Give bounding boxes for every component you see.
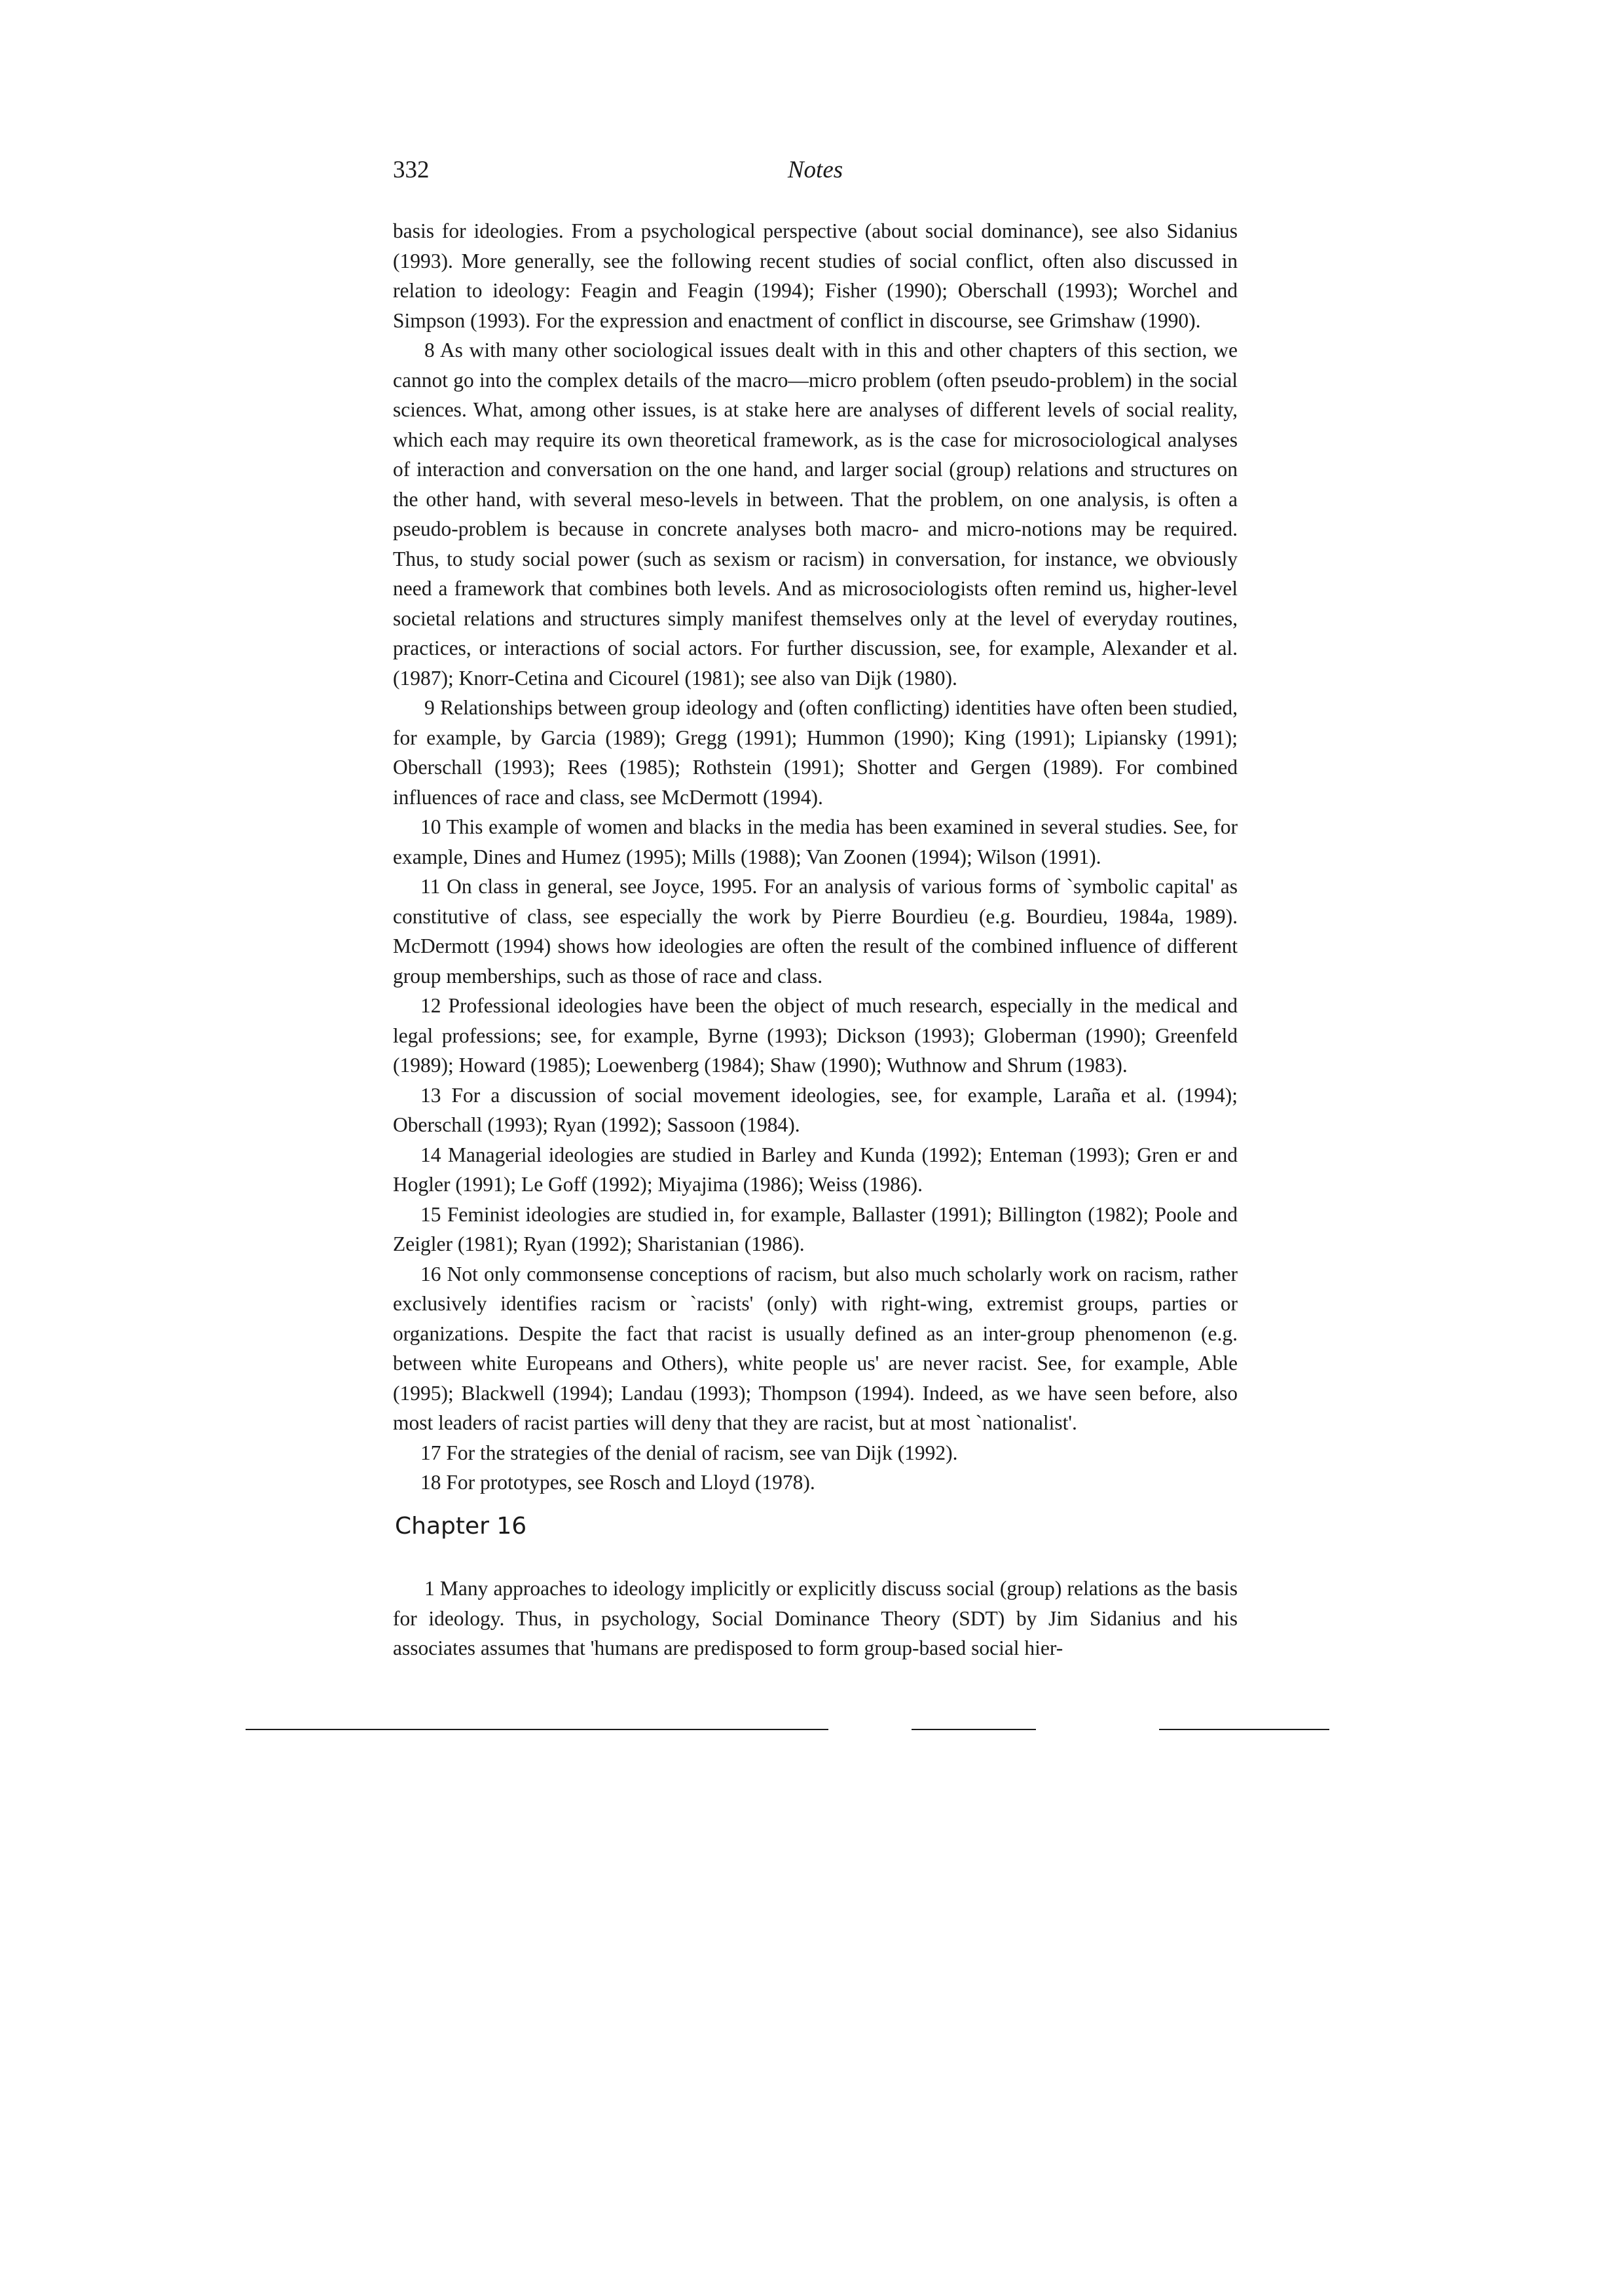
note-13: 13 For a discussion of social movement ideologies, see, for example, Laraña et al. (1994); Oberschall (1993); Ryan (1992); Sassoon (1984). bbox=[393, 1083, 1238, 1136]
note-12: 12 Professional ideologies have been the object of much research, especially in the medical and legal professions; see, for example, Byrne (1993); Dickson (1993); Globerman (1990); Greenfeld (1989); Howard (1985); Loewenberg (1984); Shaw (1990); Wuthnow and Shrum (1983). bbox=[393, 994, 1238, 1077]
note-16: 16 Not only commonsense conceptions of racism, but also much scholarly work on racism, rather exclusively identifies racism or `racists' (only) with right-wing, extremist groups, parties or organizations. Despite the fact that racist is usually defined as an inter-group phenomenon (e.g. between white Europeans and Others), white people us' are never racist. See, for example, Able (1995); Blackwell (1994); Landau (1993); Thompson (1994). Indeed, as we have seen before, also most leaders of racist parties will deny that they are racist, but at most `nationalist'. bbox=[393, 1262, 1238, 1434]
notes-section bbox=[393, 216, 1238, 1498]
footer-rule-left bbox=[246, 1729, 828, 1730]
note-17: 17 For the strategies of the denial of racism, see van Dijk (1992). bbox=[420, 1441, 958, 1464]
note-9: 9 Relationships between group ideology and (often conflicting) identities have often been studied, for example, by Garcia (1989); Gregg (1991); Hummon (1990); King (1991); Lipiansky (1991); Oberschall (1993); Rees (1985); Rothstein (1991); Shotter and Gergen (1989). For combined influences of race and class, see McDermott (1994). bbox=[393, 696, 1238, 809]
page-number: 332 bbox=[393, 157, 430, 183]
chapter-heading: Chapter 16 bbox=[395, 1513, 527, 1540]
note-10: 10 This example of women and blacks in the media has been examined in several studies. See, for example, Dines and Humez (1995); Mills (1988); Van Zoonen (1994); Wilson (1991). bbox=[393, 815, 1238, 868]
chapter-note-1: 1 Many approaches to ideology implicitly or explicitly discuss social (group) relations as the basis for ideology. Thus, in psychology, Social Dominance Theory (SDT) by Jim Sidanius and his associates assumes that 'humans are predisposed to form group-based social hier- bbox=[393, 1577, 1238, 1659]
note-11: 11 On class in general, see Joyce, 1995. For an analysis of various forms of `symbolic capital' as constitutive of class, see especially the work by Pierre Bourdieu (e.g. Bourdieu, 1984a, 1989). McDermott (1994) shows how ideologies are often the result of the combined influence of different group memberships, such as those of race and class. bbox=[393, 875, 1238, 988]
note-15: 15 Feminist ideologies are studied in, for example, Ballaster (1991); Billington (1982); Poole and Zeigler (1981); Ryan (1992); Sharistanian (1986). bbox=[393, 1202, 1238, 1255]
note-continuation: basis for ideologies. From a psychological perspective (about social dominance), see also Sidanius (1993). More generally, see the following recent studies of social conflict, often also discussed in relation to ideology: Feagin and Feagin (1994); Fisher (1990); Oberschall (1993); Worchel and Simpson (1993). For the expression and enactment of conflict in discourse, see Grimshaw (1990). bbox=[393, 219, 1238, 332]
chapter-section bbox=[393, 1574, 1238, 1663]
running-title: Notes bbox=[787, 157, 843, 183]
note-8: 8 As with many other sociological issues dealt with in this and other chapters of this section, we cannot go into the complex details of the macro—micro problem (often pseudo-problem) in the social sciences. What, among other issues, is at stake here are analyses of different levels of social reality, which each may require its own theoretical framework, as is the case for microsociological analyses of interaction and conversation on the one hand, and larger social (group) relations and structures on the other hand, with several meso-levels in between. That the problem, on one analysis, is often a pseudo-problem is because in concrete analyses both macro- and micro-notions may be required. Thus, to study social power (such as sexism or racism) in conversation, for instance, we obviously need a framework that combines both levels. And as microsociologists often remind us, higher-level societal relations and structures simply manifest themselves only at the level of everyday routines, practices, or interactions of social actors. For further discussion, see, for example, Alexander et al. (1987); Knorr-Cetina and Cicourel (1981); see also van Dijk (1980). bbox=[393, 339, 1238, 690]
note-14: 14 Managerial ideologies are studied in Barley and Kunda (1992); Enteman (1993); Gren er and Hogler (1991); Le Goff (1992); Miyajima (1986); Weiss (1986). bbox=[393, 1143, 1238, 1196]
page-header bbox=[393, 156, 1238, 195]
note-18: 18 For prototypes, see Rosch and Lloyd (1978). bbox=[420, 1471, 815, 1494]
footer-rule-right bbox=[1159, 1729, 1329, 1730]
footer-rule-middle bbox=[912, 1729, 1036, 1730]
